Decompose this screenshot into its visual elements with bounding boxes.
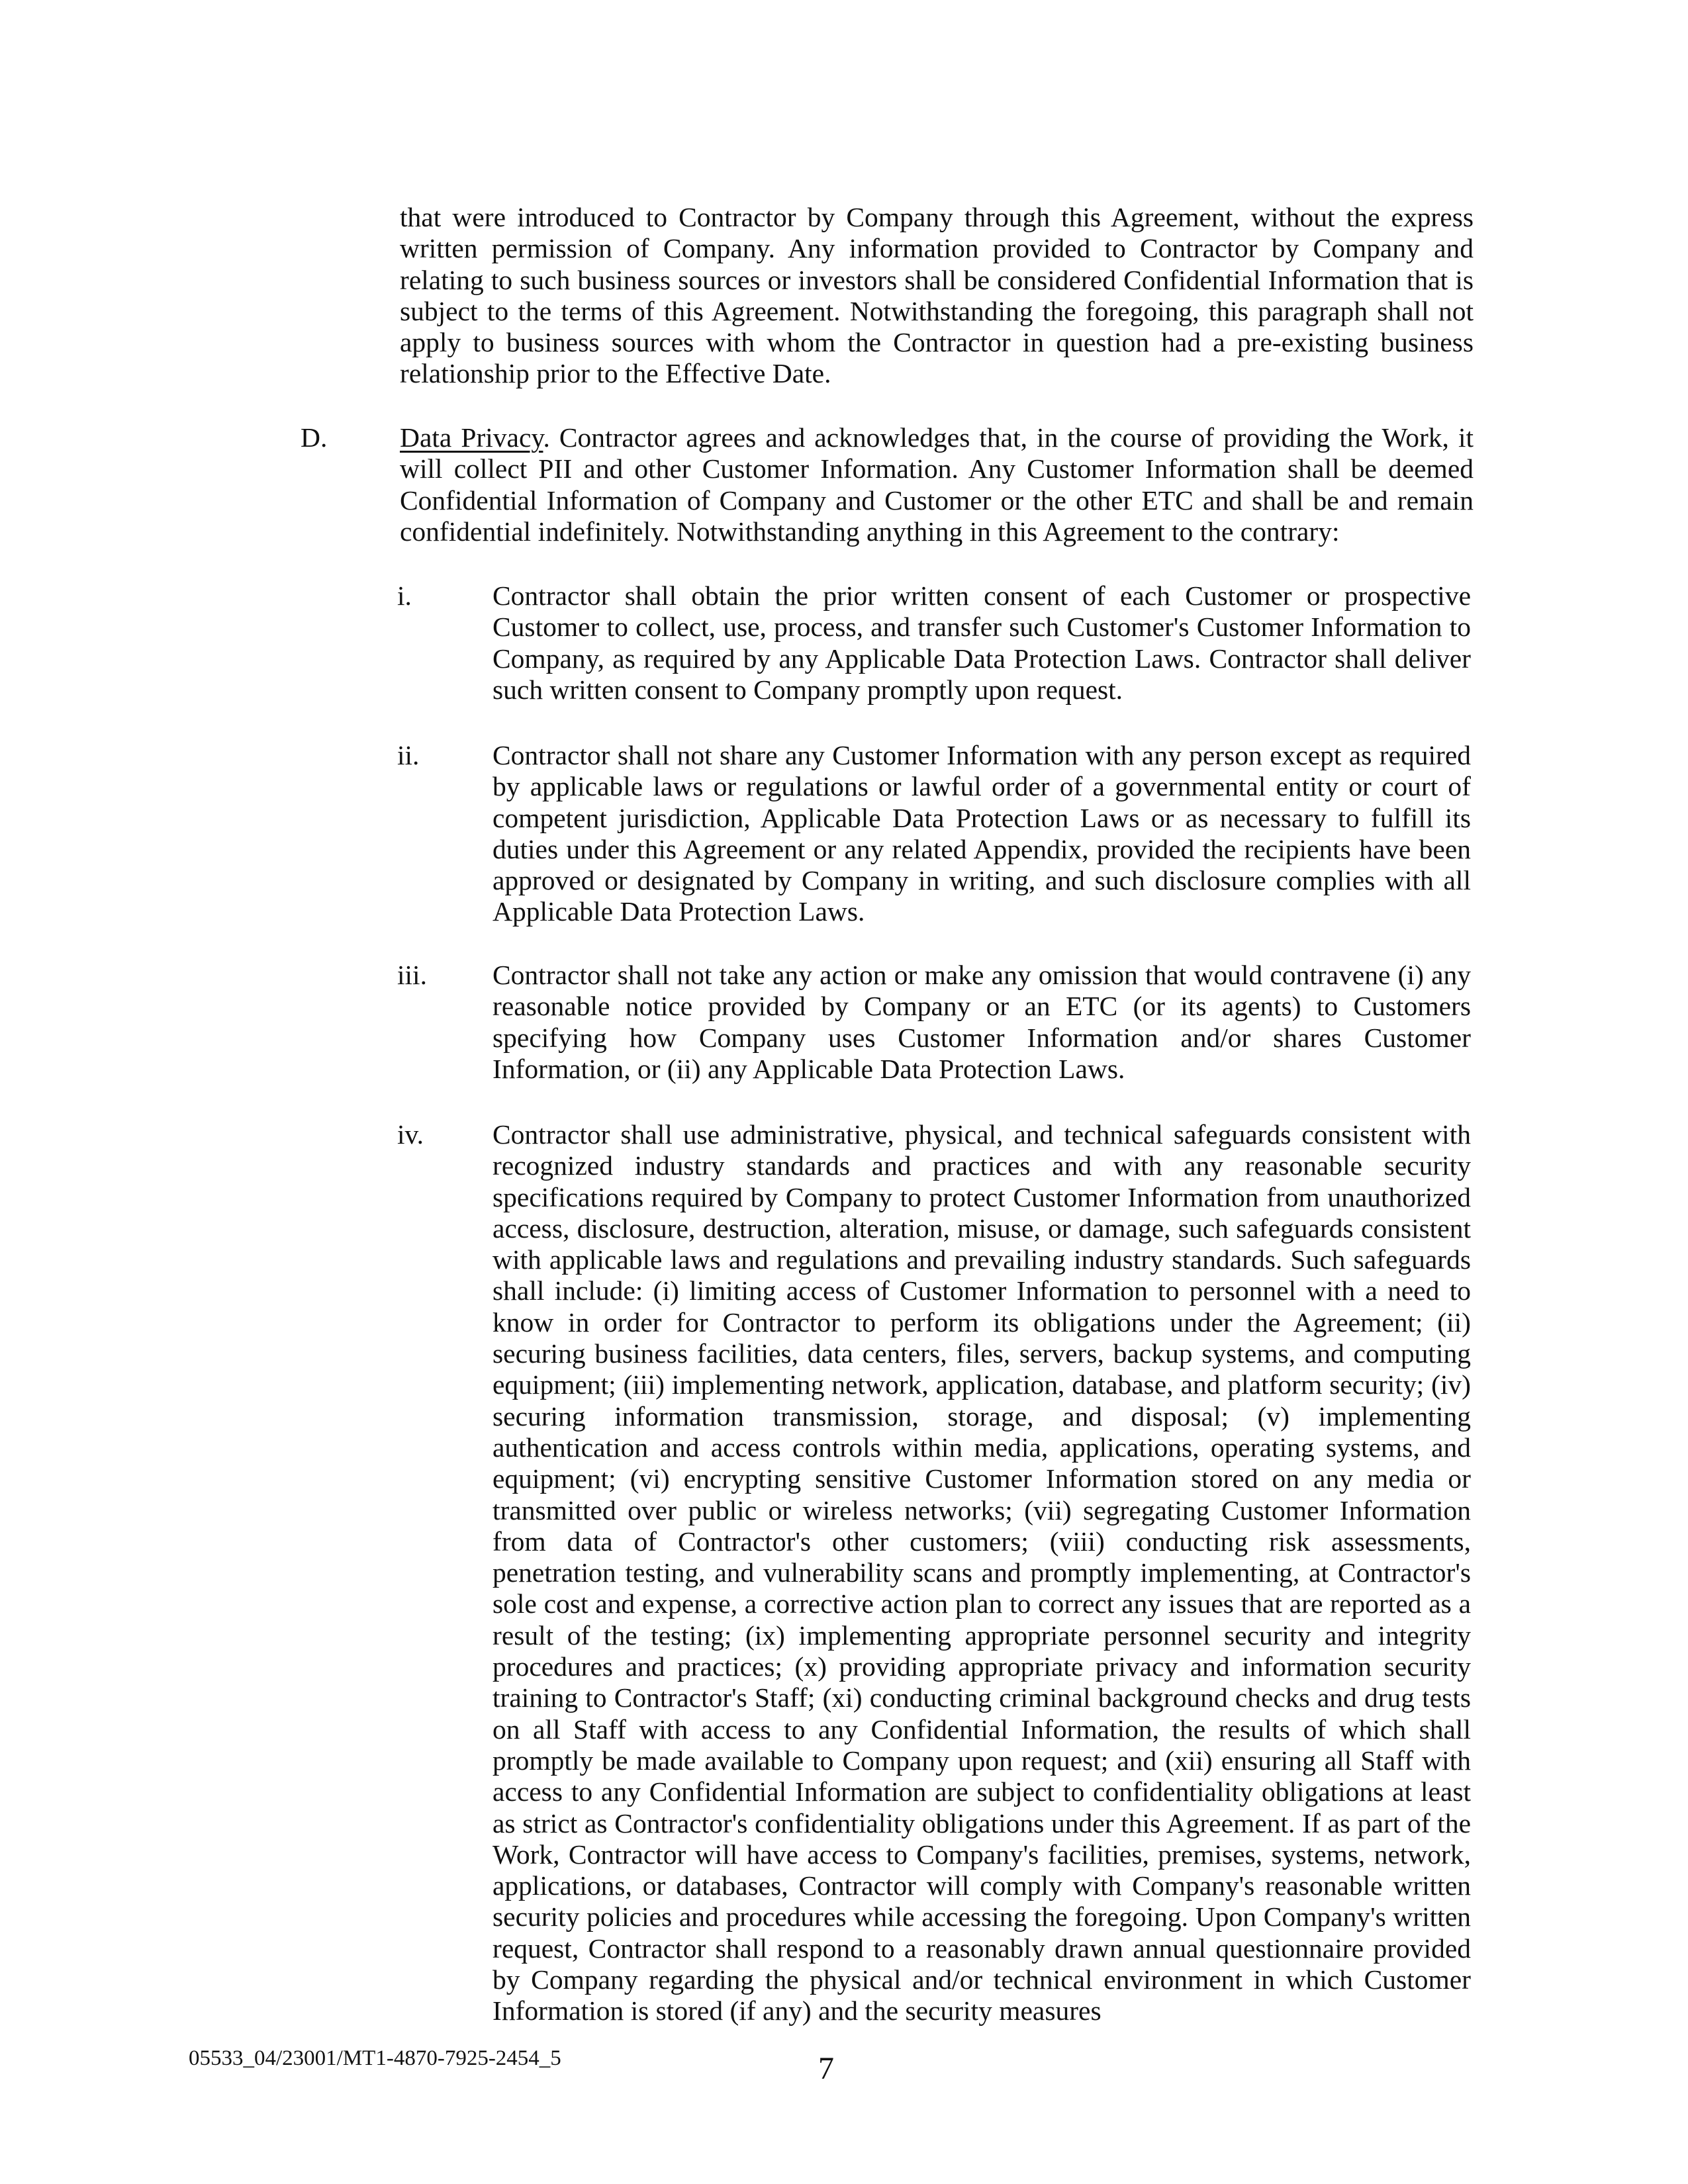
- continuation-paragraph: that were introduced to Contractor by Company through this Agreement, without the express written permission of Company. Any information provided to Contractor by Company and relating to such business sources or investors shall be considered Confidential Information that is subject to the terms of this Agreement. Notwithstanding the foregoing, this paragraph shall not apply to business sources with whom the Contractor in question had a pre-existing business relationship prior to the Effective Date.: [400, 202, 1474, 389]
- section-d-heading: Data Privacy: [400, 422, 543, 453]
- section-d-label: D.: [301, 422, 328, 453]
- item-iii-text: Contractor shall not take any action or make any omission that would contravene (i) any reasonable notice provided by Company or an ETC (or its agents) to Customers specifying how Company uses Customer Information and/or shares Customer Information, or (ii) any Applicable Data Protection Laws.: [492, 960, 1471, 1084]
- item-ii-text: Contractor shall not share any Customer Information with any person except as required by applicable laws or regulations or lawful order of a governmental entity or court of competent jurisdiction, Applicable Data Protection Laws or as necessary to fulfill its duties under this Agreement or any related Appendix, provided the recipients have been approved or designated by Company in writing, and such disclosure complies with all Applicable Data Protection Laws.: [492, 740, 1471, 927]
- item-i-text: Contractor shall obtain the prior written consent of each Customer or prospective Customer to collect, use, process, and transfer such Customer's Customer Information to Company, as required by any Applicable Data Protection Laws. Contractor shall deliver such written consent to Company promptly upon request.: [492, 580, 1471, 705]
- item-i-number: i.: [397, 580, 412, 611]
- item-iv-number: iv.: [397, 1119, 424, 1150]
- footer-document-id: 05533_04/23001/MT1-4870-7925-2454_5: [189, 2046, 561, 2070]
- page-number: 7: [818, 2051, 834, 2086]
- section-d-body: . Contractor agrees and acknowledges that, in the course of providing the Work, it will collect PII and other Customer Information. Any Customer Information shall be deemed Confidential Information of Company and Customer or the other ETC and shall be and remain confidential indefinitely. Notwithstanding anything in this Agreement to the contrary:: [400, 422, 1474, 547]
- item-iv-text: Contractor shall use administrative, physical, and technical safeguards consistent with recognized industry standards and practices and with any reasonable security specifications required by Company to protect Customer Information from unauthorized access, disclosure, destruction, alteration, misuse, or damage, such safeguards consistent with applicable laws and regulations and prevailing industry standards. Such safeguards shall include: (i) limiting access of Customer Information to personnel with a need to know in order for Contractor to perform its obligations under the Agreement; (ii) securing business facilities, data centers, files, servers, backup systems, and computing equipment; (iii) implementing network, application, database, and platform security; (iv) securing information transmission, storage, and disposal; (v) implementing authentication and access controls within media, applications, operating systems, and equipment; (vi) encrypting sensitive Customer Information stored on any media or transmitted over public or wireless networks; (vii) segregating Customer Information from data of Contractor's other customers; (viii) conducting risk assessments, penetration testing, and vulnerability scans and promptly implementing, at Contractor's sole cost and expense, a corrective action plan to correct any issues that are reported as a result of the testing; (ix) implementing appropriate personnel security and integrity procedures and practices; (x) providing appropriate privacy and information security training to Contractor's Staff; (xi) conducting criminal background checks and drug tests on all Staff with access to any Confidential Information, the results of which shall promptly be made available to Company upon request; and (xii) ensuring all Staff with access to any Confidential Information are subject to confidentiality obligations at least as strict as Contractor's confidentiality obligations under this Agreement. If as part of the Work, Contractor will have access to Company's facilities, premises, systems, network, applications, or databases, Contractor will comply with Company's reasonable written security policies and procedures while accessing the foregoing. Upon Company's written request, Contractor shall respond to a reasonably drawn annual questionnaire provided by Company regarding the physical and/or technical environment in which Customer Information is stored (if any) and the security measures: [492, 1119, 1471, 2026]
- item-ii-number: ii.: [397, 740, 420, 770]
- section-d-paragraph: [400, 422, 1474, 547]
- item-iii-number: iii.: [397, 960, 427, 990]
